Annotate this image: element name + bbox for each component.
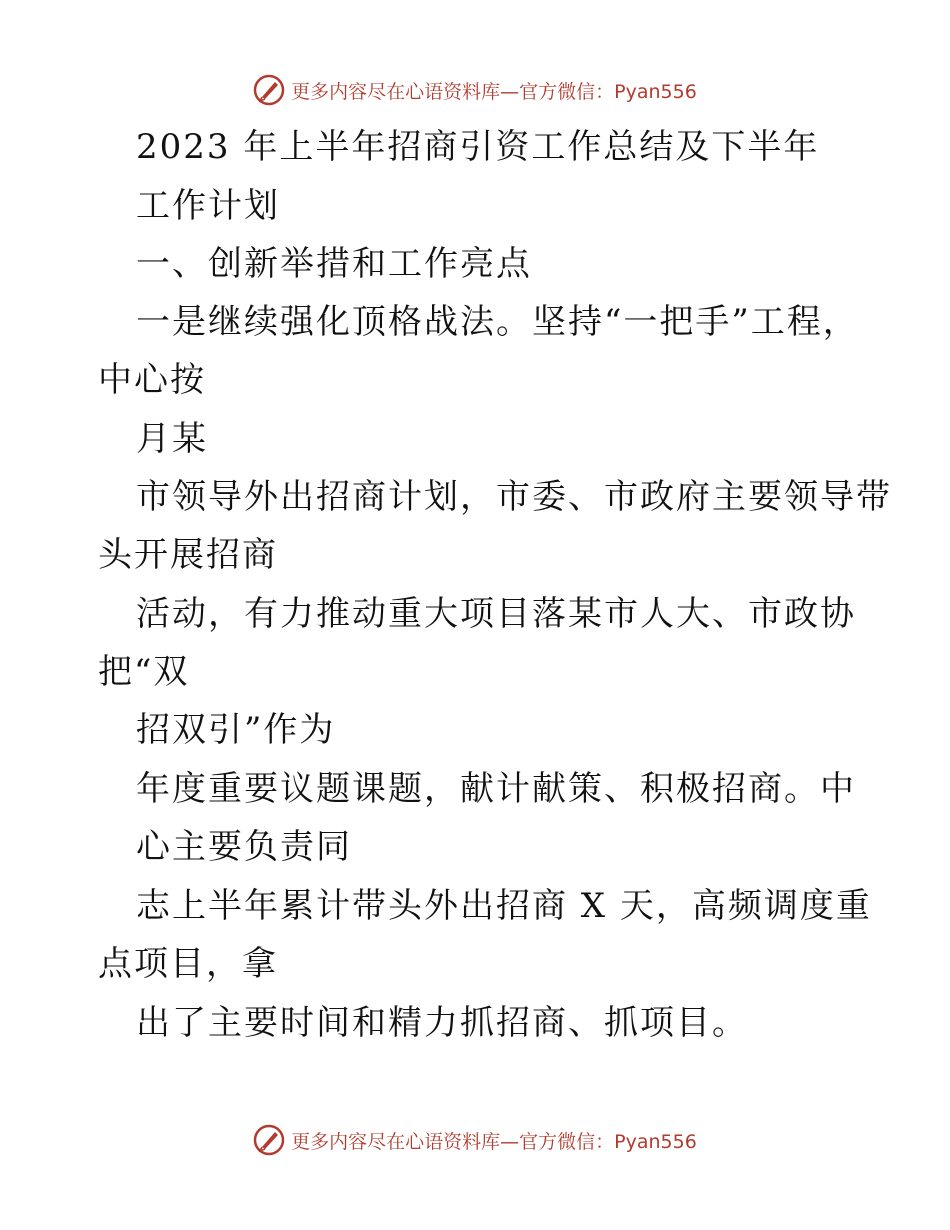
paragraph-line: 一是继续强化顶格战法。坚持“一把手”工程， [136, 302, 859, 342]
footer-watermark-text: 更多内容尽在心语资料库—官方微信：Pyan556 [291, 1130, 697, 1153]
paragraph-line: 月某 [136, 419, 208, 459]
paragraph-line: 头开展招商 [98, 535, 278, 575]
doc-title-line-2: 工作计划 [136, 186, 280, 226]
paragraph-line: 心主要负责同 [136, 827, 352, 867]
footer-watermark-banner [0, 1120, 950, 1160]
paragraph-line: 活动，有力推动重大项目落某市人大、市政协 [136, 594, 856, 634]
quill-pen-logo-icon [253, 1124, 285, 1156]
header-watermark-banner [0, 70, 950, 110]
paragraph-line: 把“双 [98, 652, 190, 692]
paragraph-line: 出了主要时间和精力抓招商、抓项目。 [136, 1003, 748, 1043]
paragraph-line: 中心按 [98, 360, 206, 400]
header-watermark-text: 更多内容尽在心语资料库—官方微信：Pyan556 [291, 80, 697, 103]
doc-title-line-1: 2023 年上半年招商引资工作总结及下半年 [136, 127, 820, 167]
paragraph-line: 点项目，拿 [98, 944, 278, 984]
paragraph-line: 年度重要议题课题，献计献策、积极招商。中 [136, 769, 856, 809]
paragraph-line: 市领导外出招商计划，市委、市政府主要领导带 [136, 477, 892, 517]
paragraph-line: 志上半年累计带头外出招商 X 天，高频调度重 [136, 886, 872, 926]
section-heading: 一、创新举措和工作亮点 [136, 244, 532, 284]
quill-pen-logo-icon [253, 74, 285, 106]
paragraph-line: 招双引”作为 [136, 710, 336, 750]
